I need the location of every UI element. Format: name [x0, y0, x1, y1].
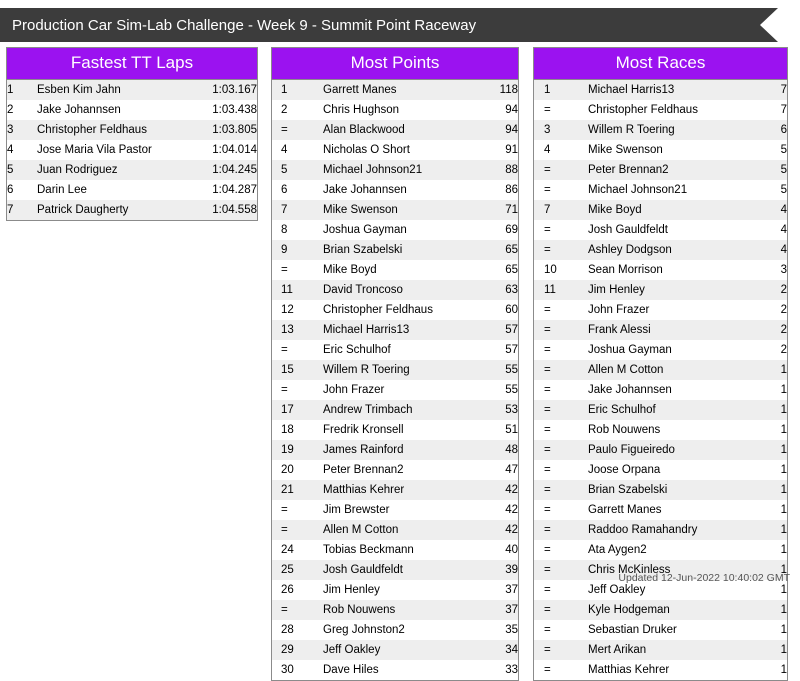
row-driver-name: Jake Johannsen	[315, 180, 484, 200]
panel-fastest-tt-laps-title: Fastest TT Laps	[7, 48, 257, 80]
row-driver-name: Willem R Toering	[315, 360, 484, 380]
row-position: 3	[534, 120, 578, 140]
row-position: =	[534, 540, 578, 560]
row-value: 2	[753, 340, 787, 360]
row-value: 40	[484, 540, 518, 560]
row-position: =	[534, 480, 578, 500]
row-position: =	[534, 380, 578, 400]
row-position: 7	[272, 200, 315, 220]
table-row	[272, 660, 518, 680]
row-position: =	[272, 520, 315, 540]
row-position: 28	[272, 620, 315, 640]
row-position: =	[534, 180, 578, 200]
row-value: 1	[753, 400, 787, 420]
row-value: 1:04.245	[205, 160, 257, 180]
row-driver-name: Josh Gauldfeldt	[578, 220, 753, 240]
row-driver-name: Peter Brennan2	[315, 460, 484, 480]
table-row	[534, 500, 787, 520]
table-row	[272, 420, 518, 440]
row-value: 7	[753, 80, 787, 100]
row-position: 11	[534, 280, 578, 300]
row-driver-name: Mert Arikan	[578, 640, 753, 660]
table-row	[272, 640, 518, 660]
row-value: 57	[484, 340, 518, 360]
row-value: 51	[484, 420, 518, 440]
row-position: 7	[534, 200, 578, 220]
row-driver-name: Jim Henley	[578, 280, 753, 300]
table-row	[534, 420, 787, 440]
table-row	[272, 540, 518, 560]
table-row	[534, 160, 787, 180]
row-value: 33	[484, 660, 518, 680]
table-row	[534, 540, 787, 560]
row-driver-name: Joshua Gayman	[578, 340, 753, 360]
row-position: =	[272, 340, 315, 360]
row-driver-name: Michael Johnson21	[315, 160, 484, 180]
table-row	[272, 400, 518, 420]
table-row	[7, 200, 257, 220]
row-driver-name: Mike Boyd	[315, 260, 484, 280]
table-row	[534, 520, 787, 540]
row-position: =	[272, 260, 315, 280]
table-row	[534, 80, 787, 100]
table-row	[272, 440, 518, 460]
row-position: 7	[7, 200, 37, 220]
row-position: =	[534, 640, 578, 660]
row-position: 1	[272, 80, 315, 100]
table-row	[7, 80, 257, 100]
table-row	[534, 460, 787, 480]
table-row	[7, 120, 257, 140]
row-driver-name: Juan Rodriguez	[37, 160, 205, 180]
row-driver-name: Willem R Toering	[578, 120, 753, 140]
row-position: 4	[272, 140, 315, 160]
row-driver-name: Alan Blackwood	[315, 120, 484, 140]
row-driver-name: Raddoo Ramahandry	[578, 520, 753, 540]
table-row	[534, 620, 787, 640]
row-value: 1	[753, 580, 787, 600]
row-position: =	[534, 160, 578, 180]
row-driver-name: Christopher Feldhaus	[578, 100, 753, 120]
row-driver-name: Sebastian Druker	[578, 620, 753, 640]
row-position: =	[534, 360, 578, 380]
row-driver-name: Rob Nouwens	[315, 600, 484, 620]
row-driver-name: John Frazer	[315, 380, 484, 400]
row-position: 12	[272, 300, 315, 320]
row-value: 57	[484, 320, 518, 340]
table-row	[7, 160, 257, 180]
row-driver-name: Chris Hughson	[315, 100, 484, 120]
row-position: 5	[272, 160, 315, 180]
row-position: 24	[272, 540, 315, 560]
row-position: 29	[272, 640, 315, 660]
row-value: 69	[484, 220, 518, 240]
row-driver-name: Joshua Gayman	[315, 220, 484, 240]
table-row	[534, 660, 787, 680]
row-position: =	[534, 460, 578, 480]
row-value: 2	[753, 300, 787, 320]
row-driver-name: Eric Schulhof	[315, 340, 484, 360]
table-row	[272, 340, 518, 360]
row-driver-name: Joose Orpana	[578, 460, 753, 480]
row-driver-name: Jake Johannsen	[37, 100, 205, 120]
row-value: 1:03.805	[205, 120, 257, 140]
row-value: 4	[753, 240, 787, 260]
row-value: 2	[753, 320, 787, 340]
row-position: =	[534, 100, 578, 120]
table-row	[534, 200, 787, 220]
row-driver-name: Michael Johnson21	[578, 180, 753, 200]
panel-fastest-tt-laps	[6, 47, 258, 221]
table-row	[534, 360, 787, 380]
row-value: 71	[484, 200, 518, 220]
row-position: 10	[534, 260, 578, 280]
row-driver-name: Greg Johnston2	[315, 620, 484, 640]
table-row	[534, 340, 787, 360]
table-row	[534, 300, 787, 320]
row-position: 9	[272, 240, 315, 260]
table-row	[272, 380, 518, 400]
row-position: 6	[7, 180, 37, 200]
row-value: 34	[484, 640, 518, 660]
row-value: 1	[753, 500, 787, 520]
table-row	[534, 120, 787, 140]
table-row	[534, 180, 787, 200]
row-value: 1	[753, 600, 787, 620]
row-value: 1	[753, 520, 787, 540]
row-value: 5	[753, 180, 787, 200]
row-driver-name: Chris McKinless	[578, 560, 753, 580]
row-value: 37	[484, 580, 518, 600]
row-value: 94	[484, 100, 518, 120]
table-row	[534, 600, 787, 620]
row-value: 1	[753, 420, 787, 440]
row-value: 1:03.438	[205, 100, 257, 120]
row-value: 4	[753, 220, 787, 240]
row-driver-name: James Rainford	[315, 440, 484, 460]
row-value: 1	[753, 460, 787, 480]
table-row	[272, 280, 518, 300]
table-row	[272, 320, 518, 340]
table-row	[534, 220, 787, 240]
updated-timestamp: Updated 12-Jun-2022 10:40:02 GMT	[618, 572, 790, 584]
table-row	[272, 260, 518, 280]
row-value: 60	[484, 300, 518, 320]
row-driver-name: Frank Alessi	[578, 320, 753, 340]
table-row	[272, 120, 518, 140]
table-row	[272, 140, 518, 160]
row-value: 1:04.287	[205, 180, 257, 200]
row-position: 6	[272, 180, 315, 200]
table-row	[534, 260, 787, 280]
row-position: 17	[272, 400, 315, 420]
row-driver-name: Tobias Beckmann	[315, 540, 484, 560]
page-title: Production Car Sim-Lab Challenge - Week 9 - Summit Point Raceway	[0, 8, 760, 42]
row-value: 1	[753, 480, 787, 500]
row-value: 1	[753, 440, 787, 460]
row-position: 20	[272, 460, 315, 480]
row-position: =	[534, 420, 578, 440]
row-value: 39	[484, 560, 518, 580]
row-value: 4	[753, 200, 787, 220]
row-value: 5	[753, 160, 787, 180]
row-driver-name: Nicholas O Short	[315, 140, 484, 160]
row-value: 53	[484, 400, 518, 420]
row-position: =	[534, 580, 578, 600]
row-position: =	[534, 240, 578, 260]
row-value: 37	[484, 600, 518, 620]
row-driver-name: Michael Harris13	[578, 80, 753, 100]
row-position: 5	[7, 160, 37, 180]
row-driver-name: Brian Szabelski	[578, 480, 753, 500]
row-driver-name: Darin Lee	[37, 180, 205, 200]
row-position: 18	[272, 420, 315, 440]
row-position: =	[534, 520, 578, 540]
row-value: 1	[753, 540, 787, 560]
title-banner	[0, 8, 780, 42]
row-driver-name: Allen M Cotton	[315, 520, 484, 540]
row-position: 2	[7, 100, 37, 120]
table-row	[534, 140, 787, 160]
row-value: 1:04.558	[205, 200, 257, 220]
row-position: =	[534, 220, 578, 240]
row-position: 1	[534, 80, 578, 100]
table-row	[272, 80, 518, 100]
row-driver-name: Jake Johannsen	[578, 380, 753, 400]
row-position: 26	[272, 580, 315, 600]
row-value: 35	[484, 620, 518, 640]
row-driver-name: Jeff Oakley	[578, 580, 753, 600]
panel-most-points-title: Most Points	[272, 48, 518, 80]
row-driver-name: Mike Boyd	[578, 200, 753, 220]
row-value: 1	[753, 360, 787, 380]
table-row	[272, 560, 518, 580]
row-position: =	[534, 340, 578, 360]
row-value: 6	[753, 120, 787, 140]
table-row	[534, 100, 787, 120]
table-row	[272, 500, 518, 520]
row-driver-name: Kyle Hodgeman	[578, 600, 753, 620]
row-value: 42	[484, 480, 518, 500]
row-position: =	[534, 500, 578, 520]
table-row	[272, 100, 518, 120]
row-driver-name: Matthias Kehrer	[315, 480, 484, 500]
table-row	[7, 140, 257, 160]
row-value: 91	[484, 140, 518, 160]
row-value: 1	[753, 560, 787, 580]
row-driver-name: Ashley Dodgson	[578, 240, 753, 260]
row-position: 4	[7, 140, 37, 160]
table-row	[272, 300, 518, 320]
row-position: 13	[272, 320, 315, 340]
row-value: 55	[484, 360, 518, 380]
row-driver-name: Mike Swenson	[315, 200, 484, 220]
row-driver-name: Andrew Trimbach	[315, 400, 484, 420]
row-position: =	[534, 660, 578, 680]
row-driver-name: Rob Nouwens	[578, 420, 753, 440]
row-position: 15	[272, 360, 315, 380]
panel-most-races-title: Most Races	[534, 48, 787, 80]
row-position: 1	[7, 80, 37, 100]
row-position: 8	[272, 220, 315, 240]
table-row	[534, 640, 787, 660]
row-driver-name: Jeff Oakley	[315, 640, 484, 660]
row-driver-name: Christopher Feldhaus	[315, 300, 484, 320]
row-value: 1	[753, 620, 787, 640]
row-value: 5	[753, 140, 787, 160]
row-driver-name: Garrett Manes	[578, 500, 753, 520]
table-row	[272, 620, 518, 640]
table-row	[272, 180, 518, 200]
row-driver-name: Michael Harris13	[315, 320, 484, 340]
row-position: 30	[272, 660, 315, 680]
row-position: =	[534, 320, 578, 340]
row-value: 47	[484, 460, 518, 480]
table-row	[272, 480, 518, 500]
row-driver-name: Brian Szabelski	[315, 240, 484, 260]
row-position: 21	[272, 480, 315, 500]
row-driver-name: Ata Aygen2	[578, 540, 753, 560]
row-driver-name: Fredrik Kronsell	[315, 420, 484, 440]
table-row	[534, 380, 787, 400]
row-driver-name: Jim Henley	[315, 580, 484, 600]
row-value: 1:03.167	[205, 80, 257, 100]
row-position: =	[534, 300, 578, 320]
row-driver-name: Josh Gauldfeldt	[315, 560, 484, 580]
row-value: 65	[484, 260, 518, 280]
table-row	[534, 480, 787, 500]
row-driver-name: Jim Brewster	[315, 500, 484, 520]
row-driver-name: John Frazer	[578, 300, 753, 320]
row-position: =	[534, 600, 578, 620]
row-value: 1	[753, 660, 787, 680]
row-driver-name: Jose Maria Vila Pastor	[37, 140, 205, 160]
table-row	[272, 200, 518, 220]
table-row	[534, 400, 787, 420]
row-value: 42	[484, 520, 518, 540]
row-value: 63	[484, 280, 518, 300]
row-value: 1	[753, 640, 787, 660]
row-value: 3	[753, 260, 787, 280]
fastest-tt-laps-table	[7, 80, 257, 220]
row-driver-name: Peter Brennan2	[578, 160, 753, 180]
row-value: 1	[753, 380, 787, 400]
row-position: 2	[272, 100, 315, 120]
row-driver-name: Allen M Cotton	[578, 360, 753, 380]
row-driver-name: Matthias Kehrer	[578, 660, 753, 680]
row-position: =	[272, 120, 315, 140]
table-row	[272, 580, 518, 600]
row-driver-name: Patrick Daugherty	[37, 200, 205, 220]
row-position: 4	[534, 140, 578, 160]
most-points-table	[272, 80, 518, 680]
row-value: 42	[484, 500, 518, 520]
row-value: 7	[753, 100, 787, 120]
row-value: 94	[484, 120, 518, 140]
row-position: =	[534, 620, 578, 640]
row-driver-name: Garrett Manes	[315, 80, 484, 100]
table-row	[272, 600, 518, 620]
row-value: 86	[484, 180, 518, 200]
row-position: 3	[7, 120, 37, 140]
table-row	[272, 220, 518, 240]
row-value: 48	[484, 440, 518, 460]
table-row	[534, 280, 787, 300]
row-position: =	[272, 500, 315, 520]
table-row	[534, 240, 787, 260]
table-row	[272, 520, 518, 540]
row-position: =	[534, 440, 578, 460]
row-value: 65	[484, 240, 518, 260]
row-position: =	[272, 600, 315, 620]
row-value: 2	[753, 280, 787, 300]
row-value: 118	[484, 80, 518, 100]
panel-most-races	[533, 47, 788, 681]
row-driver-name: Christopher Feldhaus	[37, 120, 205, 140]
table-row	[272, 160, 518, 180]
row-position: 19	[272, 440, 315, 460]
panel-most-points	[271, 47, 519, 681]
row-value: 88	[484, 160, 518, 180]
row-driver-name: Mike Swenson	[578, 140, 753, 160]
row-driver-name: Sean Morrison	[578, 260, 753, 280]
row-position: =	[534, 400, 578, 420]
row-driver-name: Paulo Figueiredo	[578, 440, 753, 460]
table-row	[534, 440, 787, 460]
row-driver-name: Eric Schulhof	[578, 400, 753, 420]
table-row	[272, 360, 518, 380]
table-row	[7, 100, 257, 120]
banner-tail-decoration	[760, 8, 778, 42]
row-position: 25	[272, 560, 315, 580]
table-row	[7, 180, 257, 200]
row-driver-name: Esben Kim Jahn	[37, 80, 205, 100]
row-value: 55	[484, 380, 518, 400]
row-position: =	[534, 560, 578, 580]
most-races-table	[534, 80, 787, 680]
row-driver-name: Dave Hiles	[315, 660, 484, 680]
row-position: =	[272, 380, 315, 400]
row-value: 1:04.014	[205, 140, 257, 160]
table-row	[272, 460, 518, 480]
table-row	[272, 240, 518, 260]
table-row	[534, 320, 787, 340]
row-driver-name: David Troncoso	[315, 280, 484, 300]
row-position: 11	[272, 280, 315, 300]
